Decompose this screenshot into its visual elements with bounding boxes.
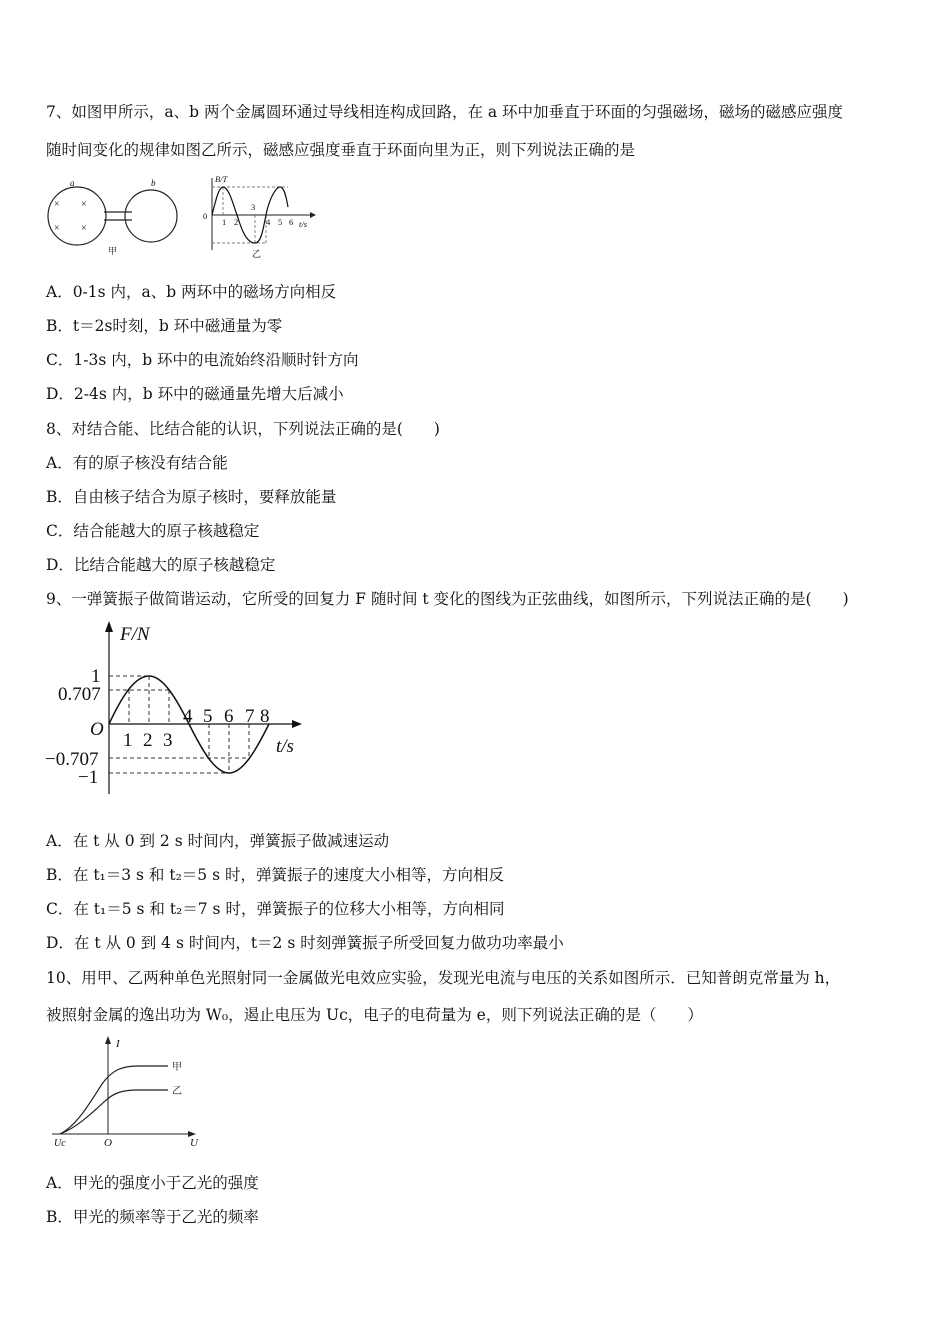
curve-yi-label: 乙: [172, 1086, 182, 1097]
graph-origin: O: [104, 1137, 112, 1149]
x-tick-4: 4: [183, 706, 193, 727]
f-axis-arrow: [105, 621, 113, 632]
q7-stem-line2: 随时间变化的规律如图乙所示，磁感应强度垂直于环面向里为正，则下列说法正确的是: [46, 141, 636, 159]
field-cross: ×: [54, 199, 60, 210]
x-tick-6: 6: [224, 706, 234, 727]
curve-jia-label: 甲: [172, 1062, 182, 1073]
y-tick-0707: 0.707: [58, 684, 101, 705]
f-axis-label: F/N: [120, 624, 150, 645]
x-tick-7: 7: [245, 706, 255, 727]
uc-label: Uc: [54, 1138, 66, 1149]
q7-figure: [40, 172, 330, 262]
b-axis-label: B/T: [215, 174, 228, 184]
q10-figure: [46, 1034, 206, 1149]
t-tick-1: 1: [222, 217, 227, 227]
q10-stem-line2: 被照射金属的逸出功为 W₀，遏止电压为 Uc，电子的电荷量为 e，则下列说法正确的是（ ）: [46, 1006, 703, 1024]
y-tick-1: 1: [91, 666, 101, 687]
t-axis-label: t/s: [299, 219, 308, 229]
t-tick-5: 5: [278, 217, 283, 227]
caption-yi: 乙: [252, 249, 262, 259]
ring-a-label: a: [70, 178, 75, 188]
i-axis-label: I: [116, 1038, 120, 1050]
t-tick-4: 4: [266, 217, 271, 227]
x-tick-8: 8: [260, 706, 270, 727]
q7-option-a: A．0-1s 内，a、b 两环中的磁场方向相反: [46, 283, 337, 301]
q8-option-b: B．自由核子结合为原子核时，要释放能量: [46, 488, 337, 506]
q9-option-c: C．在 t₁＝5 s 和 t₂＝7 s 时，弹簧振子的位移大小相等，方向相同: [46, 900, 505, 918]
y-tick-neg0707: −0.707: [45, 749, 99, 770]
q9-option-d: D．在 t 从 0 到 4 s 时间内，t＝2 s 时刻弹簧振子所受回复力做功功率最小: [46, 934, 564, 952]
t-axis-arrow: [310, 212, 316, 218]
q8-option-a: A．有的原子核没有结合能: [46, 454, 228, 472]
t-tick-6: 6: [289, 217, 294, 227]
q7-option-c: C．1-3s 内，b 环中的电流始终沿顺时针方向: [46, 351, 359, 369]
q10-option-a: A．甲光的强度小于乙光的强度: [46, 1174, 259, 1192]
caption-jia: 甲: [108, 246, 118, 256]
q9-stem: 9、一弹簧振子做简谐运动，它所受的回复力 F 随时间 t 变化的图线为正弦曲线，如图所示，下列说法正确的是( ): [46, 590, 849, 608]
q7-option-d: D．2-4s 内，b 环中的磁通量先增大后减小: [46, 385, 344, 403]
ring-b-label: b: [151, 178, 156, 188]
field-cross: ×: [81, 223, 87, 234]
b-origin: 0: [203, 211, 208, 221]
q7-stem-line1: 7、如图甲所示，a、b 两个金属圆环通过导线相连构成回路，在 a 环中加垂直于环面的匀强磁场，磁场的磁感应强度: [46, 103, 844, 121]
curve-jia: [60, 1066, 168, 1134]
q10-stem-line1: 10、用甲、乙两种单色光照射同一金属做光电效应实验，发现光电流与电压的关系如图所示．已知普朗克常量为 h，: [46, 969, 841, 987]
q9-figure: [40, 618, 310, 798]
q8-stem: 8、对结合能、比结合能的认识，下列说法正确的是( ): [46, 420, 440, 438]
y-tick-neg1: −1: [78, 767, 99, 788]
x-tick-3: 3: [163, 730, 173, 751]
x-tick-2: 2: [143, 730, 153, 751]
u-axis-label: U: [190, 1137, 198, 1149]
t-axis-arrow: [292, 720, 302, 728]
curve-yi: [60, 1090, 168, 1134]
x-tick-1: 1: [123, 730, 133, 751]
t-axis-label: t/s: [276, 736, 294, 757]
q9-option-b: B．在 t₁＝3 s 和 t₂＝5 s 时，弹簧振子的速度大小相等，方向相反: [46, 866, 504, 884]
field-cross: ×: [81, 199, 87, 210]
x-tick-5: 5: [203, 706, 213, 727]
ring-a: [48, 187, 106, 245]
q8-option-d: D．比结合能越大的原子核越稳定: [46, 556, 276, 574]
q8-option-c: C．结合能越大的原子核越稳定: [46, 522, 260, 540]
q7-option-b: B．t＝2s时刻，b 环中磁通量为零: [46, 317, 283, 335]
f-origin: O: [90, 719, 104, 740]
ring-b: [125, 190, 177, 242]
q9-option-a: A．在 t 从 0 到 2 s 时间内，弹簧振子做减速运动: [46, 832, 390, 850]
q10-option-b: B．甲光的频率等于乙光的频率: [46, 1208, 259, 1226]
t-tick-3: 3: [251, 202, 256, 212]
i-axis-arrow: [105, 1036, 111, 1044]
t-tick-2: 2: [234, 217, 239, 227]
field-cross: ×: [54, 223, 60, 234]
